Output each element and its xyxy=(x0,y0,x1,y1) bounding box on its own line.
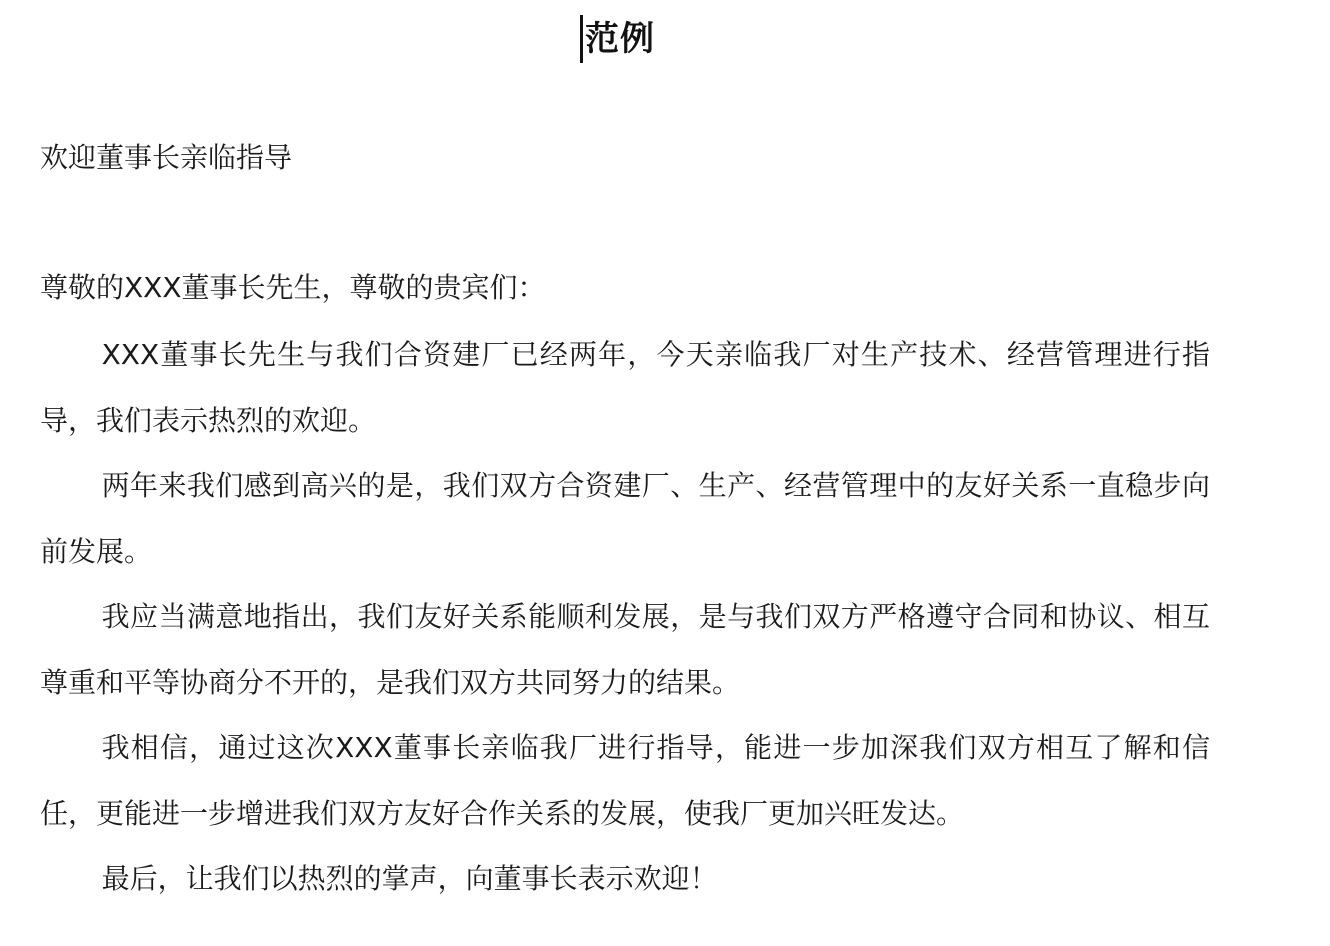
title-area xyxy=(580,14,655,64)
paragraph: 两年来我们感到高兴的是，我们双方合资建厂、生产、经营管理中的友好关系一直稳步向前发展。 xyxy=(40,469,1210,568)
text-cursor xyxy=(580,15,583,63)
salutation: 尊敬的XXX董事长先生，尊敬的贵宾们： xyxy=(40,271,546,304)
speech-body xyxy=(40,322,1210,912)
closing-paragraph: 最后，让我们以热烈的掌声，向董事长表示欢迎！ xyxy=(101,862,718,895)
speech-heading: 欢迎董事长亲临指导 xyxy=(40,141,293,174)
paragraph: 我应当满意地指出，我们友好关系能顺利发展，是与我们双方严格遵守合同和协议、相互尊重和平等协商分不开的，是我们双方共同努力的结果。 xyxy=(40,600,1210,699)
document-title: 范例 xyxy=(585,19,655,59)
paragraph: 我相信，通过这次XXX董事长亲临我厂进行指导，能进一步加深我们双方相互了解和信任，更能进一步增进我们双方友好合作关系的发展，使我厂更加兴旺发达。 xyxy=(40,731,1210,830)
paragraph: XXX董事长先生与我们合资建厂已经两年，今天亲临我厂对生产技术、经营管理进行指导，我们表示热烈的欢迎。 xyxy=(40,338,1210,437)
